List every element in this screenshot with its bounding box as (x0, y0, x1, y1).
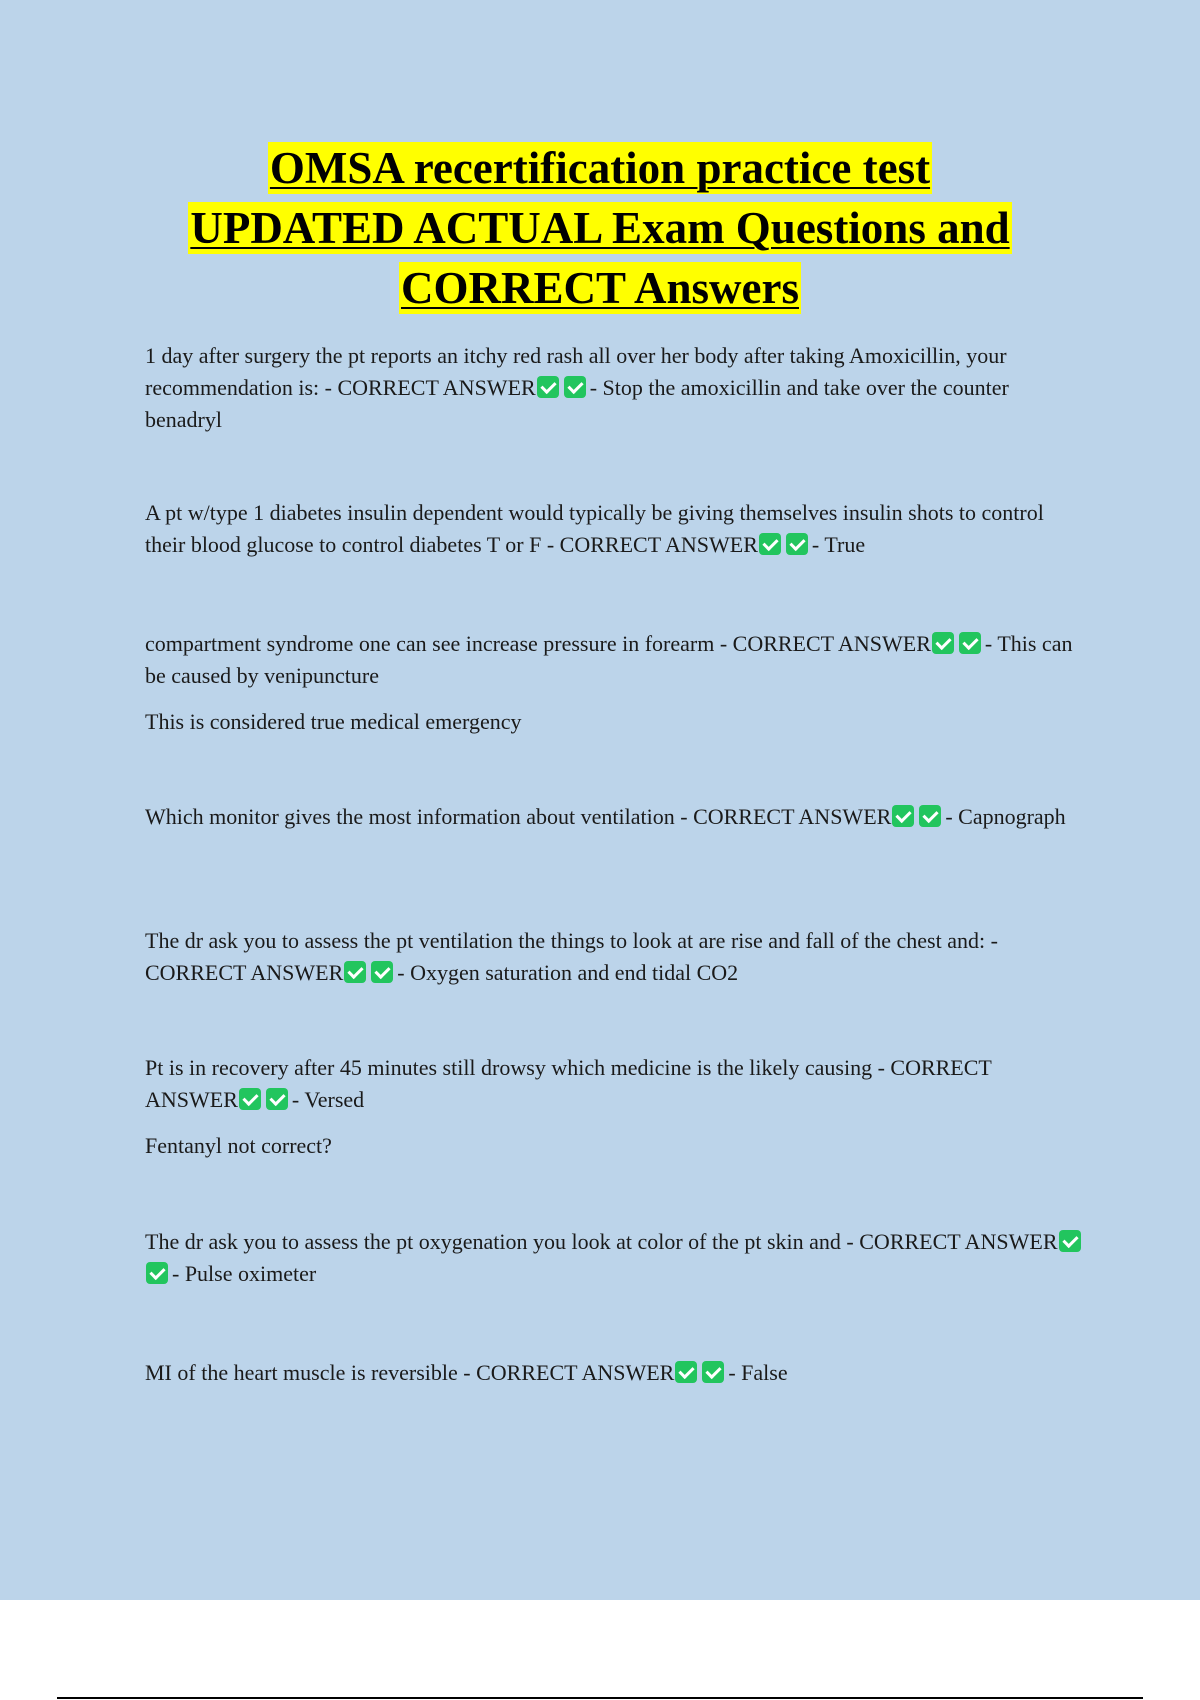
answer-text: - Capnograph (945, 804, 1066, 829)
green-checkmark-icon (892, 805, 914, 827)
green-checkmark-icon (371, 961, 393, 983)
qa-text (145, 801, 1085, 833)
answer-text: - Stop the amoxicillin and take over the counter benadryl (145, 375, 1009, 432)
title-line-3: CORRECT Answers (401, 263, 799, 313)
qa-text (145, 1226, 1085, 1290)
green-checkmark-icon (239, 1088, 261, 1110)
question-text: compartment syndrome one can see increase pressure in forearm - CORRECT ANSWER (145, 631, 931, 656)
green-checkmark-icon (564, 376, 586, 398)
green-checkmark-icon (932, 632, 954, 654)
note-text: This is considered true medical emergency (145, 709, 522, 734)
qa-item (145, 925, 1085, 989)
qa-text (145, 925, 1085, 989)
qa-item (145, 340, 1085, 436)
answer-text: - Oxygen saturation and end tidal CO2 (397, 960, 739, 985)
answer-text: - Versed (291, 1087, 365, 1112)
question-text: The dr ask you to assess the pt ventilation the things to look at are rise and fall of the chest and: - CORRECT ANSWER (145, 928, 998, 985)
green-checkmark-icon (919, 805, 941, 827)
answer-text: - This can be caused by venipuncture (145, 631, 1073, 688)
note-text: Fentanyl not correct? (145, 1133, 332, 1158)
green-checkmark-icon (759, 533, 781, 555)
qa-text (145, 1357, 1085, 1389)
question-text: Pt is in recovery after 45 minutes still drowsy which medicine is the likely causing - CORRECT ANSWER (145, 1055, 992, 1112)
qa-text (145, 497, 1085, 561)
footer-divider (57, 1697, 1143, 1699)
qa-text (145, 340, 1085, 436)
title-line-2: UPDATED ACTUAL Exam Questions and (190, 203, 1010, 253)
green-checkmark-icon (146, 1262, 168, 1284)
title-line-1: OMSA recertification practice test (269, 143, 931, 193)
question-text: MI of the heart muscle is reversible - CORRECT ANSWER (145, 1360, 675, 1385)
question-text: A pt w/type 1 diabetes insulin dependent would typically be giving themselves insulin shots to control their blood glucose to control diabetes T or F - CORRECT ANSWER (145, 500, 1044, 557)
answer-text: - True (811, 532, 866, 557)
qa-item (145, 497, 1085, 561)
qa-item (145, 1357, 1085, 1389)
question-text: 1 day after surgery the pt reports an itchy red rash all over her body after taking Amoxicillin, your recommendation is: - CORRECT ANSWER (145, 343, 1007, 400)
green-checkmark-icon (266, 1088, 288, 1110)
answer-text: - False (728, 1360, 788, 1385)
qa-item (145, 801, 1085, 833)
answer-text: - Pulse oximeter (172, 1261, 317, 1286)
green-checkmark-icon (537, 376, 559, 398)
green-checkmark-icon (786, 533, 808, 555)
green-checkmark-icon (1059, 1230, 1081, 1252)
qa-text (145, 628, 1085, 692)
green-checkmark-icon (675, 1361, 697, 1383)
qa-item (145, 1052, 1085, 1162)
qa-item (145, 1226, 1085, 1290)
green-checkmark-icon (959, 632, 981, 654)
document-title (0, 142, 1200, 322)
green-checkmark-icon (702, 1361, 724, 1383)
green-checkmark-icon (344, 961, 366, 983)
qa-text (145, 1052, 1085, 1116)
qa-item (145, 628, 1085, 738)
question-text: Which monitor gives the most information about ventilation - CORRECT ANSWER (145, 804, 892, 829)
question-text: The dr ask you to assess the pt oxygenation you look at color of the pt skin and - CORRECT ANSWER (145, 1229, 1058, 1254)
